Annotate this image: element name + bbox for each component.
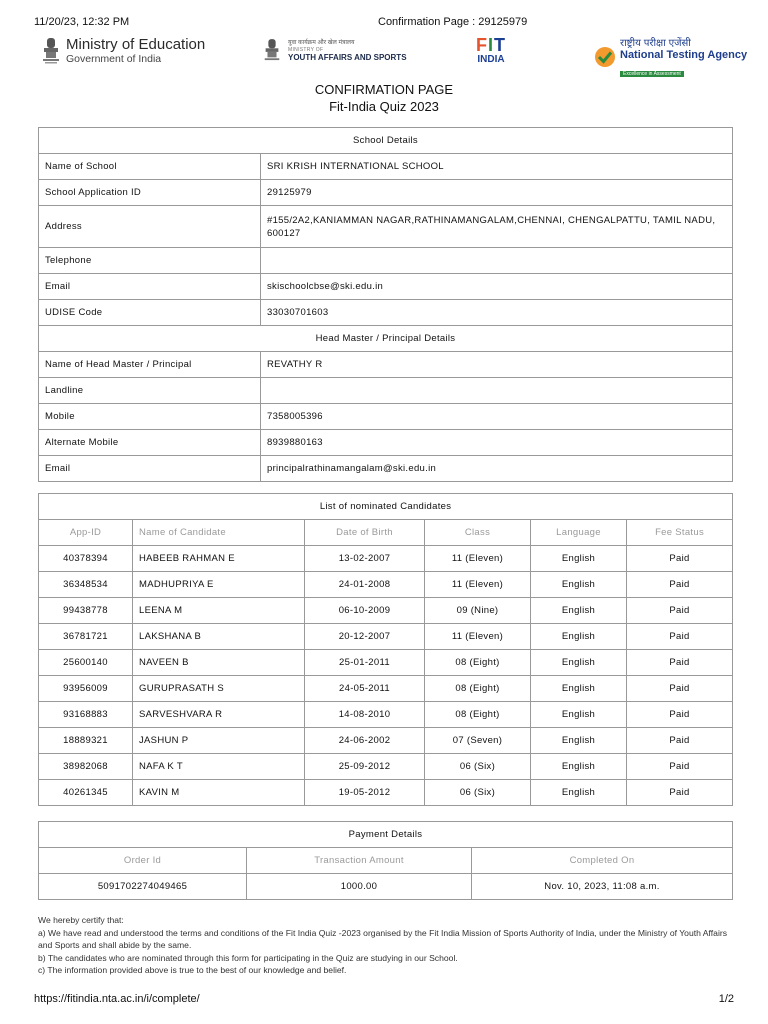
date-of-birth: 24-01-2008 [305, 572, 425, 598]
principal-section-title: Head Master / Principal Details [39, 326, 733, 352]
logo-bar [0, 34, 768, 77]
language: English [531, 546, 627, 572]
table-row [39, 874, 733, 900]
fit-india-sub: INDIA [477, 54, 505, 65]
language: English [531, 624, 627, 650]
fee-status: Paid [627, 650, 733, 676]
table-row [39, 702, 733, 728]
language: English [531, 754, 627, 780]
field-label: Address [39, 206, 261, 248]
field-label: School Application ID [39, 180, 261, 206]
language: English [531, 598, 627, 624]
field-label: Landline [39, 378, 261, 404]
class: 09 (Nine) [425, 598, 531, 624]
nta-logo [594, 38, 747, 80]
class: 11 (Eleven) [425, 546, 531, 572]
app-id: 93168883 [39, 702, 133, 728]
candidate-name: MADHUPRIYA E [133, 572, 305, 598]
nta-name: National Testing Agency [620, 49, 748, 61]
field-value: skischoolcbse@ski.edu.in [261, 274, 733, 300]
school-section-title: School Details [39, 128, 733, 154]
column-header: App-ID [39, 520, 133, 546]
table-row [39, 624, 733, 650]
table-header-row [39, 848, 733, 874]
app-id: 18889321 [39, 728, 133, 754]
fee-status: Paid [627, 624, 733, 650]
field-value: SRI KRISH INTERNATIONAL SCHOOL [261, 154, 733, 180]
date-of-birth: 19-05-2012 [305, 780, 425, 806]
table-row [39, 248, 733, 274]
payment-table [38, 821, 733, 900]
field-value [261, 248, 733, 274]
app-id: 40261345 [39, 780, 133, 806]
table-row [39, 180, 733, 206]
table-row [39, 300, 733, 326]
app-id: 38982068 [39, 754, 133, 780]
date-of-birth: 20-12-2007 [305, 624, 425, 650]
table-row [39, 154, 733, 180]
app-id: 93956009 [39, 676, 133, 702]
table-row [39, 274, 733, 300]
table-row [39, 378, 733, 404]
certify-intro: We hereby certify that: [38, 915, 124, 925]
field-label: Mobile [39, 404, 261, 430]
order-id: 5091702274049465 [39, 874, 247, 900]
fee-status: Paid [627, 598, 733, 624]
class: 06 (Six) [425, 754, 531, 780]
certify-a: a) We have read and understood the terms and conditions of the Fit India Quiz -2023 organised by the Fit India Mission of Sports Authority of India, under the Ministry of Youth Affairs and Sports and shall abide by the same. [38, 927, 728, 951]
language: English [531, 572, 627, 598]
table-row [39, 430, 733, 456]
table-row [39, 728, 733, 754]
app-id: 40378394 [39, 546, 133, 572]
field-label: Name of School [39, 154, 261, 180]
candidate-name: LEENA M [133, 598, 305, 624]
column-header: Completed On [472, 848, 733, 874]
table-row [39, 456, 733, 482]
language: English [531, 676, 627, 702]
national-emblem-icon [40, 36, 62, 66]
yas-title: YOUTH AFFAIRS AND SPORTS [288, 52, 407, 62]
field-label: Alternate Mobile [39, 430, 261, 456]
candidate-name: NAFA K T [133, 754, 305, 780]
nta-check-icon [594, 46, 616, 73]
fee-status: Paid [627, 546, 733, 572]
class: 07 (Seven) [425, 728, 531, 754]
date-of-birth: 24-06-2002 [305, 728, 425, 754]
table-row [39, 650, 733, 676]
language: English [531, 780, 627, 806]
candidate-name: HABEEB RAHMAN E [133, 546, 305, 572]
candidate-name: KAVIN M [133, 780, 305, 806]
date-of-birth: 13-02-2007 [305, 546, 425, 572]
page-subtitle: Fit-India Quiz 2023 [329, 99, 439, 114]
fee-status: Paid [627, 754, 733, 780]
class: 11 (Eleven) [425, 624, 531, 650]
field-value: 7358005396 [261, 404, 733, 430]
table-row [39, 206, 733, 248]
candidate-name: LAKSHANA B [133, 624, 305, 650]
column-header: Transaction Amount [247, 848, 472, 874]
school-details-table [38, 127, 733, 482]
table-row [39, 676, 733, 702]
date-of-birth: 25-01-2011 [305, 650, 425, 676]
column-header: Name of Candidate [133, 520, 305, 546]
print-url: https://fitindia.nta.ac.in/i/complete/ [34, 993, 200, 1005]
column-header: Order Id [39, 848, 247, 874]
candidate-name: SARVESHVARA R [133, 702, 305, 728]
moe-title: Ministry of Education [66, 36, 206, 53]
fee-status: Paid [627, 572, 733, 598]
class: 11 (Eleven) [425, 572, 531, 598]
field-value: #155/2A2,KANIAMMAN NAGAR,RATHINAMANGALAM,CHENNAI, CHENGALPATTU, TAMIL NADU, 600127 [261, 206, 733, 248]
moe-subtitle: Government of India [66, 53, 162, 65]
yas-small: MINISTRY OF [288, 46, 324, 53]
app-id: 99438778 [39, 598, 133, 624]
table-row [39, 352, 733, 378]
candidate-name: NAVEEN B [133, 650, 305, 676]
class: 08 (Eight) [425, 676, 531, 702]
fee-status: Paid [627, 780, 733, 806]
column-header: Class [425, 520, 531, 546]
fit-india-logo [476, 36, 506, 66]
fee-status: Paid [627, 676, 733, 702]
date-of-birth: 25-09-2012 [305, 754, 425, 780]
certify-b: b) The candidates who are nominated through this form for participating in the Quiz are studying in our School. [38, 952, 458, 963]
print-page-number: 1/2 [718, 993, 734, 1005]
fit-india-wordmark: FIT [476, 35, 507, 55]
table-row [39, 754, 733, 780]
field-value: 8939880163 [261, 430, 733, 456]
fee-status: Paid [627, 728, 733, 754]
youth-affairs-sports-logo [262, 36, 407, 66]
column-header: Fee Status [627, 520, 733, 546]
payment-section-title: Payment Details [39, 822, 733, 848]
column-header: Language [531, 520, 627, 546]
column-header: Date of Birth [305, 520, 425, 546]
field-label: Email [39, 274, 261, 300]
app-id: 36348534 [39, 572, 133, 598]
field-value: 33030701603 [261, 300, 733, 326]
print-datetime: 11/20/23, 12:32 PM [34, 16, 130, 28]
field-label: UDISE Code [39, 300, 261, 326]
app-id: 25600140 [39, 650, 133, 676]
national-emblem-icon [262, 36, 284, 66]
completed-on: Nov. 10, 2023, 11:08 a.m. [472, 874, 733, 900]
field-label: Name of Head Master / Principal [39, 352, 261, 378]
certification-text [38, 914, 738, 977]
transaction-amount: 1000.00 [247, 874, 472, 900]
language: English [531, 728, 627, 754]
field-label: Telephone [39, 248, 261, 274]
field-value: REVATHY R [261, 352, 733, 378]
table-row [39, 546, 733, 572]
date-of-birth: 14-08-2010 [305, 702, 425, 728]
candidates-section-title: List of nominated Candidates [39, 494, 733, 520]
field-value: 29125979 [261, 180, 733, 206]
field-label: Email [39, 456, 261, 482]
page-title: CONFIRMATION PAGE [314, 82, 454, 97]
app-id: 36781721 [39, 624, 133, 650]
candidates-table [38, 493, 733, 806]
class: 08 (Eight) [425, 650, 531, 676]
candidate-name: JASHUN P [133, 728, 305, 754]
language: English [531, 650, 627, 676]
fee-status: Paid [627, 702, 733, 728]
date-of-birth: 06-10-2009 [305, 598, 425, 624]
table-row [39, 572, 733, 598]
language: English [531, 702, 627, 728]
class: 06 (Six) [425, 780, 531, 806]
class: 08 (Eight) [425, 702, 531, 728]
print-page-title: Confirmation Page : 29125979 [378, 16, 528, 28]
date-of-birth: 24-05-2011 [305, 676, 425, 702]
field-value [261, 378, 733, 404]
certify-c: c) The information provided above is true to the best of our knowledge and belief. [38, 965, 347, 976]
table-row [39, 598, 733, 624]
candidate-name: GURUPRASATH S [133, 676, 305, 702]
ministry-of-education-logo [40, 36, 205, 66]
table-row [39, 404, 733, 430]
field-value: principalrathinamangalam@ski.edu.in [261, 456, 733, 482]
yas-hindi: युवा कार्यक्रम और खेल मंत्रालय [288, 39, 355, 46]
nta-tagline: Excellence in Assessment [620, 71, 684, 77]
table-header-row [39, 520, 733, 546]
table-row [39, 780, 733, 806]
nta-hindi: राष्ट्रीय परीक्षा एजेंसी [620, 38, 691, 49]
